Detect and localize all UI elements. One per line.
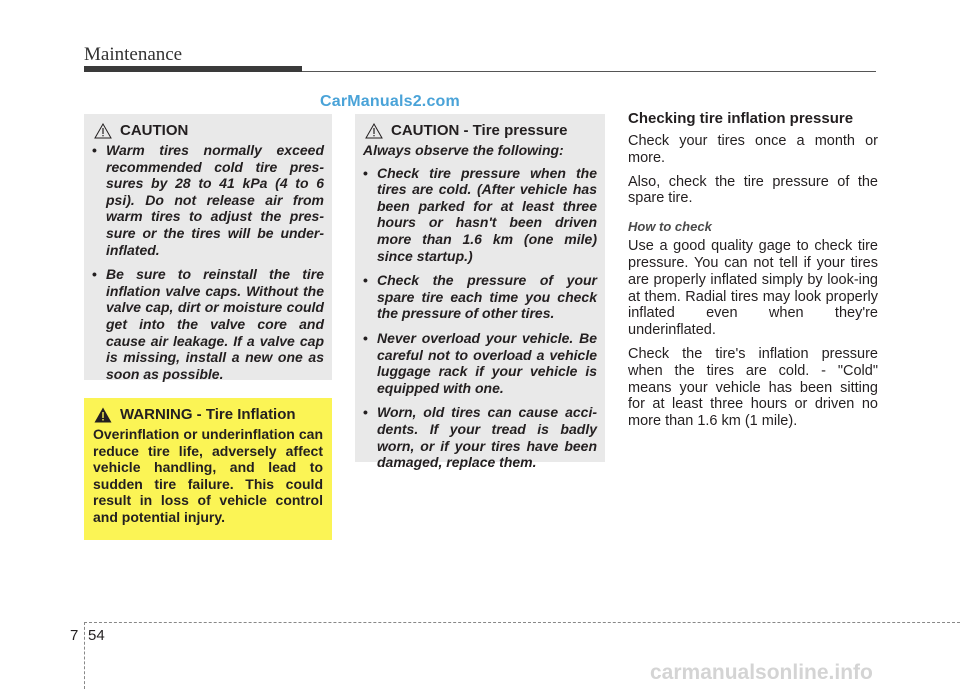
page-number: 54	[88, 627, 105, 644]
paragraph: Use a good quality gage to check tire pressure. You can not tell if your tires are properly inflated simply by look-ing at them. Radial tires may look properly inflated even when they're underinflated.	[628, 238, 878, 339]
paragraph: Also, check the tire pressure of the spare tire.	[628, 173, 878, 207]
main-text-column	[628, 110, 878, 437]
paragraph: Check the tire's inflation pressure when the tires are cold. - "Cold" means your vehicle has been sitting for at least three hours or driven no more than 1.6 km (1 mile).	[628, 345, 878, 430]
caution-box	[84, 114, 332, 380]
caution-item: • Warm tires normally exceed recommended cold tire pres-sures by 28 to 41 kPa (4 to 6 psi). Do not release air from warm tires to adjust the pres-sure or the tires will be under-inflated.	[92, 142, 324, 258]
chapter-number: 7	[70, 627, 79, 644]
header-bar	[84, 66, 302, 72]
header-rule	[302, 71, 876, 72]
warning-title-text: WARNING - Tire Inflation	[120, 406, 296, 423]
caution-triangle-icon	[365, 123, 383, 139]
caution-list	[92, 142, 324, 382]
caution-tire-pressure-box	[355, 114, 605, 471]
caution-tire-pressure-title-text: CAUTION - Tire pressure	[391, 122, 568, 139]
section-heading: Checking tire inflation pressure	[628, 110, 854, 127]
subheading: How to check	[628, 219, 712, 235]
caution-item: • Check the pressure of your spare tire each time you check the pressure of other tires.	[363, 272, 597, 322]
footer-rule	[84, 622, 960, 623]
caution-title	[92, 122, 324, 139]
caution-item: • Be sure to reinstall the tire inflation valve caps. Without the valve cap, dirt or moisture could get into the valve core and cause air leakage. If a valve cap is missing, install a new one as soon as possible.	[92, 266, 324, 382]
warning-body: Overinflation or underinflation can reduce tire life, adversely affect vehicle handling, and lead to sudden tire failure. This could result in loss of vehicle control and potential injury.	[93, 426, 323, 525]
caution-tire-pressure-list	[363, 165, 597, 471]
caution-title-text: CAUTION	[120, 122, 189, 139]
warning-title	[92, 406, 324, 423]
paragraph: Check your tires once a month or more.	[628, 133, 878, 166]
section-title: Maintenance	[84, 44, 183, 65]
site-watermark: carmanualsonline.info	[650, 661, 873, 684]
caution-tire-pressure-title	[363, 122, 597, 139]
watermark-link[interactable]: CarManuals2.com	[320, 93, 460, 110]
warning-triangle-icon	[94, 407, 112, 423]
warning-box	[84, 398, 332, 540]
footer-divider	[84, 622, 85, 689]
caution-item: • Never overload your vehicle. Be careful not to overload a vehicle luggage rack if your vehicle is equipped with one.	[363, 330, 597, 396]
caution-item: • Worn, old tires can cause acci-dents. If your tread is badly worn, or if your tires have been damaged, replace them.	[363, 404, 597, 470]
caution-triangle-icon	[94, 123, 112, 139]
caution-lead: Always observe the following:	[363, 142, 564, 158]
caution-item: • Check tire pressure when the tires are cold. (After vehicle has been parked for at least three hours or hasn't been driven more than 1.6 km (one mile) since startup.)	[363, 165, 597, 265]
